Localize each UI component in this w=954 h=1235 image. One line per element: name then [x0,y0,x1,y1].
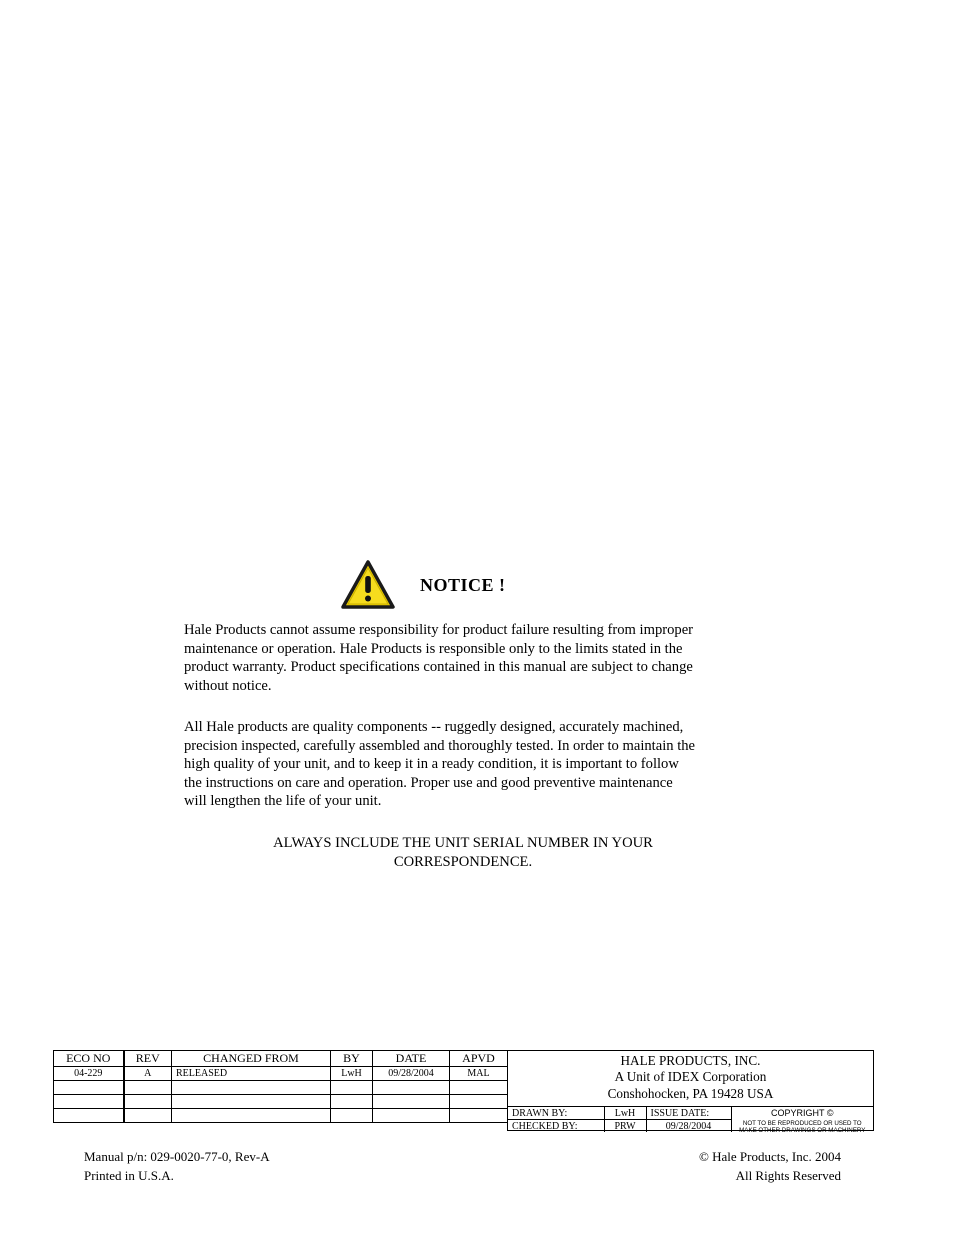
cell-changed-from [172,1095,331,1109]
header-changed-from: CHANGED FROM [172,1051,331,1067]
copyright-cell [731,1107,873,1133]
cell-date [373,1109,450,1123]
notice-title: NOTICE ! [420,574,506,595]
text-line: precision inspected, carefully assembled and thoroughly tested. In order to maintain the [184,737,696,754]
header-apvd: APVD [450,1051,508,1067]
warning-triangle-icon [340,559,396,611]
copyright-title: COPYRIGHT © [771,1108,834,1118]
copyright-note-line: NOT TO BE REPRODUCED OR USED TO [742,1120,862,1127]
cell-eco-no [54,1081,124,1095]
cell-apvd [450,1095,508,1109]
cell-changed-from [172,1109,331,1123]
cell-date [373,1081,450,1095]
text-line: high quality of your unit, and to keep it in a ready condition, it is important to follow [184,756,679,773]
cell-apvd: MAL [450,1067,508,1081]
cell-eco-no: 04-229 [54,1067,124,1081]
revision-header-row [54,1051,508,1067]
revision-table [53,1050,508,1123]
serial-number-reminder [180,834,746,871]
cell-date [373,1095,450,1109]
text-line: the instructions on care and operation. Proper use and good preventive maintenance [184,774,673,791]
header-date: DATE [373,1051,450,1067]
checked-by-value: PRW [604,1120,646,1133]
drawn-by-label: DRAWN BY: [508,1107,604,1120]
cell-eco-no [54,1095,124,1109]
company-address: Conshohocken, PA 19428 USA [607,1085,774,1101]
quality-paragraph [184,718,764,811]
table-row [54,1095,508,1109]
cell-eco-no [54,1109,124,1123]
header-rev: REV [124,1051,172,1067]
header-eco-no: ECO NO [54,1051,124,1067]
text-line: will lengthen the life of your unit. [184,793,382,810]
table-row [54,1067,508,1081]
cell-rev [124,1109,172,1123]
cell-rev: A [124,1067,172,1081]
cell-changed-from [172,1081,331,1095]
issue-date-label: ISSUE DATE: [646,1107,731,1120]
cell-by [331,1081,373,1095]
printed-in: Printed in U.S.A. [84,1167,174,1183]
text-line: maintenance or operation. Hale Products is responsible only to the limits stated in the [184,640,683,657]
footer-left [84,1148,270,1185]
notice-heading [340,558,506,612]
copyright-note-line: MAKE OTHER DRAWINGS OR MACHINERY [739,1127,866,1132]
table-row [54,1109,508,1123]
drawn-by-value: LwH [604,1107,646,1120]
cell-by [331,1109,373,1123]
cell-apvd [450,1081,508,1095]
cell-by: LwH [331,1067,373,1081]
text-line: ALWAYS INCLUDE THE UNIT SERIAL NUMBER IN YOUR [273,835,653,851]
text-line: All Hale products are quality components -- ruggedly designed, accurately machined, [184,719,684,735]
text-line: CORRESPONDENCE. [393,853,533,870]
cell-rev [124,1095,172,1109]
issue-date-value: 09/28/2004 [646,1120,731,1133]
cell-changed-from: RELEASED [172,1067,331,1081]
text-line: product warranty. Product specifications contained in this manual are subject to change [184,659,693,676]
cell-rev [124,1081,172,1095]
text-line: Hale Products cannot assume responsibility for product failure resulting from improper [184,622,694,638]
checked-by-label: CHECKED BY: [508,1120,604,1133]
company-info [508,1051,873,1106]
table-row [54,1081,508,1095]
footer-right [699,1148,841,1185]
manual-part-number: Manual p/n: 029-0020-77-0, Rev-A [84,1149,270,1164]
disclaimer-paragraph [184,621,764,695]
header-by: BY [331,1051,373,1067]
copyright-line: © Hale Products, Inc. 2004 [698,1149,841,1164]
cell-by [331,1095,373,1109]
approval-grid [508,1106,873,1132]
cell-date: 09/28/2004 [373,1067,450,1081]
company-parent: A Unit of IDEX Corporation [614,1069,767,1085]
copyright-note [732,1120,874,1132]
cell-apvd [450,1109,508,1123]
title-block [507,1050,874,1131]
company-name: HALE PRODUCTS, INC. [620,1053,761,1068]
rights-reserved: All Rights Reserved [735,1167,841,1183]
text-line: without notice. [184,677,272,694]
